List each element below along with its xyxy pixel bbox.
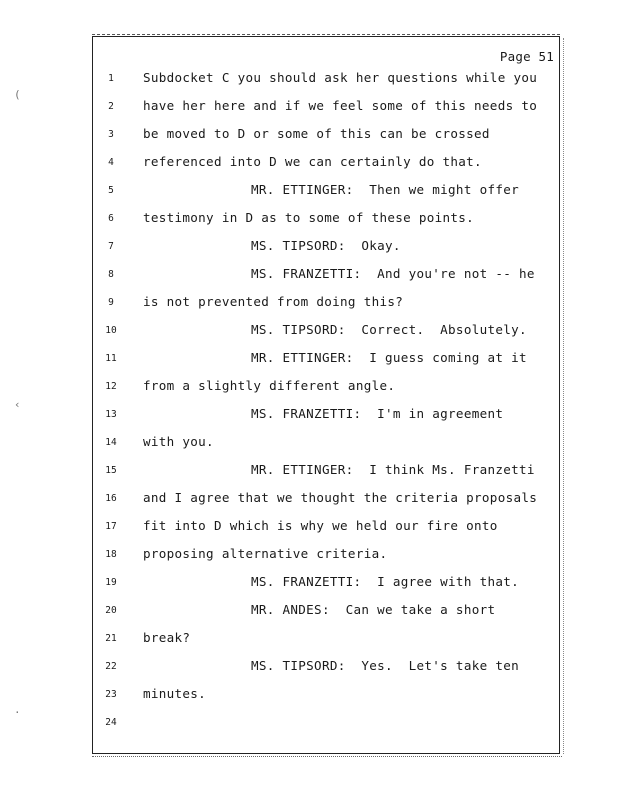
- line-number: 13: [105, 409, 117, 420]
- line-number: 21: [105, 633, 117, 644]
- transcript-line: [0, 236, 618, 256]
- transcript-line: [0, 544, 618, 564]
- line-text: referenced into D we can certainly do that.: [143, 154, 482, 169]
- line-number: 22: [105, 661, 117, 672]
- transcript-line: [0, 628, 618, 648]
- line-number: 14: [105, 437, 117, 448]
- line-number: 18: [105, 549, 117, 560]
- line-number: 17: [105, 521, 117, 532]
- line-text: MS. FRANZETTI: And you're not -- he: [251, 266, 535, 281]
- line-number: 1: [108, 73, 114, 84]
- line-number: 20: [105, 605, 117, 616]
- line-text: MS. FRANZETTI: I agree with that.: [251, 574, 519, 589]
- transcript-line: [0, 320, 618, 340]
- transcript-line: [0, 96, 618, 116]
- transcript-line: [0, 152, 618, 172]
- transcript-line: [0, 180, 618, 200]
- transcript-line: [0, 460, 618, 480]
- line-number: 8: [108, 269, 114, 280]
- line-text: be moved to D or some of this can be crossed: [143, 126, 490, 141]
- line-number: 5: [108, 185, 114, 196]
- line-number: 24: [105, 717, 117, 728]
- line-number: 9: [108, 297, 114, 308]
- line-text: testimony in D as to some of these points.: [143, 210, 475, 225]
- line-text: fit into D which is why we held our fire onto: [143, 518, 498, 533]
- line-number: 7: [108, 241, 114, 252]
- line-number: 12: [105, 381, 117, 392]
- transcript-line: [0, 488, 618, 508]
- line-number: 2: [108, 101, 114, 112]
- transcript-line: [0, 376, 618, 396]
- line-text: MR. ETTINGER: I think Ms. Franzetti: [251, 462, 535, 477]
- line-text: minutes.: [143, 686, 207, 701]
- line-number: 10: [105, 325, 117, 336]
- line-text: MR. ANDES: Can we take a short: [251, 602, 496, 617]
- margin-scan-mark: (: [14, 88, 21, 101]
- bottom-border-dash: [92, 756, 562, 757]
- transcript-line: [0, 600, 618, 620]
- transcript-line: [0, 432, 618, 452]
- margin-scan-mark: ‹: [14, 398, 21, 411]
- line-number: 3: [108, 129, 114, 140]
- transcript-line: [0, 124, 618, 144]
- transcript-line: [0, 292, 618, 312]
- line-text: Subdocket C you should ask her questions while you: [143, 70, 538, 85]
- line-text: and I agree that we thought the criteria proposals: [143, 490, 538, 505]
- line-text: MR. ETTINGER: I guess coming at it: [251, 350, 527, 365]
- line-number: 4: [108, 157, 114, 168]
- transcript-line: [0, 348, 618, 368]
- line-number: 6: [108, 213, 114, 224]
- line-number: 15: [105, 465, 117, 476]
- transcript-line: [0, 572, 618, 592]
- line-text: have her here and if we feel some of this needs to: [143, 98, 538, 113]
- transcript-line: [0, 684, 618, 704]
- line-number: 16: [105, 493, 117, 504]
- transcript-line: [0, 208, 618, 228]
- margin-scan-mark: ·: [14, 706, 21, 719]
- transcript-line: [0, 656, 618, 676]
- line-number: 19: [105, 577, 117, 588]
- line-text: MS. TIPSORD: Yes. Let's take ten: [251, 658, 519, 673]
- page-number: Page 51: [499, 49, 554, 64]
- line-number: 11: [105, 353, 117, 364]
- transcript-line: [0, 68, 618, 88]
- transcript-line: [0, 404, 618, 424]
- line-text: MR. ETTINGER: Then we might offer: [251, 182, 519, 197]
- transcript-line: [0, 516, 618, 536]
- line-text: MS. FRANZETTI: I'm in agreement: [251, 406, 504, 421]
- line-text: MS. TIPSORD: Okay.: [251, 238, 401, 253]
- transcript-line: [0, 264, 618, 284]
- line-number: 23: [105, 689, 117, 700]
- line-text: is not prevented from doing this?: [143, 294, 404, 309]
- line-text: from a slightly different angle.: [143, 378, 396, 393]
- line-text: MS. TIPSORD: Correct. Absolutely.: [251, 322, 527, 337]
- line-text: with you.: [143, 434, 214, 449]
- line-text: proposing alternative criteria.: [143, 546, 388, 561]
- line-text: break?: [143, 630, 191, 645]
- transcript-line: [0, 712, 618, 732]
- top-border-dash: [92, 34, 560, 35]
